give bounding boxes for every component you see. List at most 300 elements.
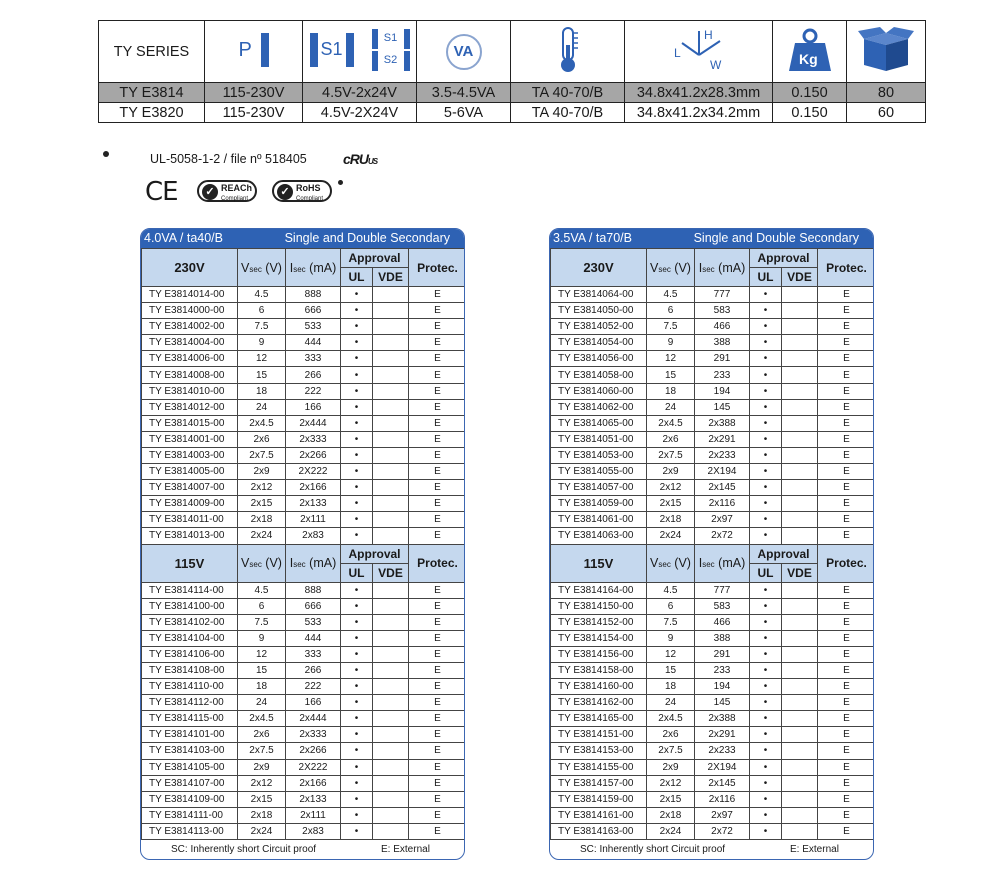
table-cell: 2x7.5 <box>238 447 286 463</box>
table-cell <box>782 614 818 630</box>
table-row <box>142 496 466 512</box>
table-cell: 2x83 <box>286 528 341 544</box>
table-cell: 2x6 <box>238 727 286 743</box>
table-cell: TY E3814003-00 <box>142 447 238 463</box>
ul-header: UL <box>750 268 782 287</box>
table-cell: 2x6 <box>647 727 695 743</box>
table-cell: • <box>341 399 373 415</box>
table-cell: • <box>750 464 782 480</box>
table-row <box>551 431 875 447</box>
table-row <box>142 383 466 399</box>
table-cell: E <box>818 759 874 775</box>
table-cell: TY E3814011-00 <box>142 512 238 528</box>
table-cell: E <box>818 614 874 630</box>
ul-header: UL <box>750 563 782 582</box>
table-cell: TY E3814056-00 <box>551 351 647 367</box>
table-cell: E <box>409 335 465 351</box>
table-cell: 2x291 <box>695 727 750 743</box>
table-row <box>551 759 875 775</box>
footer-e-note: E: External <box>381 844 430 855</box>
table-row <box>551 351 875 367</box>
table-cell: • <box>750 775 782 791</box>
table-3-5va <box>549 228 874 860</box>
table-cell: • <box>341 582 373 598</box>
table-cell: TY E3814163-00 <box>551 823 647 839</box>
table-cell: TY E3814162-00 <box>551 695 647 711</box>
table-cell: • <box>750 496 782 512</box>
table-cell: 2x18 <box>647 807 695 823</box>
vde-header: VDE <box>373 563 409 582</box>
series-cell: 80 <box>847 83 926 103</box>
series-row <box>99 83 926 103</box>
table-row <box>551 528 875 544</box>
table-cell: E <box>818 447 874 463</box>
table-cell: 2x12 <box>647 775 695 791</box>
table-cell <box>373 711 409 727</box>
table-row <box>551 480 875 496</box>
table-cell <box>373 303 409 319</box>
table-cell: 2x83 <box>286 823 341 839</box>
table-cell: 2x4.5 <box>647 415 695 431</box>
table-cell: E <box>818 711 874 727</box>
table-cell <box>373 727 409 743</box>
table-cell: TY E3814105-00 <box>142 759 238 775</box>
table-cell: 2X194 <box>695 464 750 480</box>
weight-icon <box>773 21 847 83</box>
table-cell: 2x24 <box>238 528 286 544</box>
table-row <box>142 415 466 431</box>
table-cell: 2x291 <box>695 431 750 447</box>
table-cell: 2x266 <box>286 447 341 463</box>
table-cell <box>373 743 409 759</box>
table-title-bar <box>550 229 873 248</box>
approval-header: Approval <box>750 249 818 268</box>
table-cell: 2x4.5 <box>647 711 695 727</box>
table-cell: • <box>341 351 373 367</box>
table-cell: 2x24 <box>238 823 286 839</box>
table-cell: 4.5 <box>238 287 286 303</box>
table-cell: • <box>750 646 782 662</box>
table-cell: E <box>818 415 874 431</box>
table-cell: TY E3814158-00 <box>551 662 647 678</box>
table-row <box>142 614 466 630</box>
table-cell: 222 <box>286 679 341 695</box>
table-cell: TY E3814109-00 <box>142 791 238 807</box>
table-cell: 2x15 <box>647 496 695 512</box>
table-cell: 2x333 <box>286 727 341 743</box>
table-cell: E <box>409 679 465 695</box>
table-cell: 2x4.5 <box>238 415 286 431</box>
table-cell: TY E3814111-00 <box>142 807 238 823</box>
table-row <box>142 335 466 351</box>
table-cell: • <box>750 743 782 759</box>
dim-w-label: W <box>709 57 721 72</box>
table-row <box>142 727 466 743</box>
isec-header: Isec (mA) <box>695 544 750 582</box>
table-cell: E <box>409 743 465 759</box>
series-cell: 60 <box>847 103 926 123</box>
table-row <box>551 711 875 727</box>
table-cell: • <box>341 695 373 711</box>
table-cell: • <box>341 303 373 319</box>
table-cell: 9 <box>647 335 695 351</box>
table-cell: 12 <box>238 351 286 367</box>
table-cell <box>782 646 818 662</box>
table-cell: • <box>750 480 782 496</box>
series-cell: 0.150 <box>773 83 847 103</box>
table-cell <box>373 614 409 630</box>
secondary-output-icon <box>303 21 417 83</box>
approval-header: Approval <box>341 249 409 268</box>
table-cell: 6 <box>238 303 286 319</box>
table-cell: TY E3814006-00 <box>142 351 238 367</box>
table-cell: 7.5 <box>238 614 286 630</box>
table-cell: TY E3814155-00 <box>551 759 647 775</box>
protec-header: Protec. <box>818 544 874 582</box>
dim-h-label: H <box>703 27 713 42</box>
series-cell: TY E3814 <box>99 83 205 103</box>
table-cell: E <box>818 496 874 512</box>
rohs-badge <box>272 180 332 202</box>
table-cell: TY E3814059-00 <box>551 496 647 512</box>
ce-mark-logo: CE <box>145 177 178 207</box>
table-row <box>551 335 875 351</box>
table-cell: E <box>409 351 465 367</box>
table-cell: TY E3814114-00 <box>142 582 238 598</box>
table-cell: • <box>341 662 373 678</box>
table-cell: 2x116 <box>695 791 750 807</box>
table-cell: TY E3814000-00 <box>142 303 238 319</box>
table-cell: 444 <box>286 335 341 351</box>
table-cell: TY E3814161-00 <box>551 807 647 823</box>
table-row <box>551 287 875 303</box>
table-cell: E <box>409 431 465 447</box>
series-cell: 5-6VA <box>417 103 511 123</box>
table-cell <box>373 679 409 695</box>
table-cell: 4.5 <box>647 287 695 303</box>
table-cell: E <box>409 646 465 662</box>
table-cell: TY E3814010-00 <box>142 383 238 399</box>
table-row <box>142 630 466 646</box>
table-cell: TY E3814058-00 <box>551 367 647 383</box>
table-cell: • <box>750 287 782 303</box>
table-cell <box>782 695 818 711</box>
table-cell <box>373 367 409 383</box>
section-header-row <box>142 249 466 268</box>
table-cell: 233 <box>695 367 750 383</box>
table-cell: • <box>750 614 782 630</box>
table-cell: 2x233 <box>695 447 750 463</box>
table-cell: E <box>409 383 465 399</box>
table-cell <box>782 447 818 463</box>
table-cell: E <box>409 662 465 678</box>
table-row <box>142 823 466 839</box>
table-cell: E <box>818 662 874 678</box>
table-cell: E <box>409 823 465 839</box>
table-cell: 233 <box>695 662 750 678</box>
vsec-header: Vsec (V) <box>238 249 286 287</box>
table-cell <box>373 823 409 839</box>
table-cell: 24 <box>238 399 286 415</box>
table-cell <box>373 351 409 367</box>
table-cell: • <box>341 614 373 630</box>
table-cell: • <box>750 303 782 319</box>
table-cell: • <box>341 646 373 662</box>
table-cell: • <box>341 496 373 512</box>
table-cell <box>782 287 818 303</box>
table-cell: E <box>409 775 465 791</box>
table-cell: 2x333 <box>286 431 341 447</box>
vde-header: VDE <box>373 268 409 287</box>
table-cell: • <box>341 415 373 431</box>
table-cell: E <box>818 287 874 303</box>
secondary-a-label: S1 <box>372 29 410 49</box>
table-row <box>142 598 466 614</box>
isec-header: Isec (mA) <box>695 249 750 287</box>
table-cell: 2x15 <box>647 791 695 807</box>
table-row <box>551 319 875 335</box>
table-cell <box>782 464 818 480</box>
table-cell: TY E3814015-00 <box>142 415 238 431</box>
table-cell: 333 <box>286 646 341 662</box>
table-cell: 2x9 <box>647 759 695 775</box>
series-cell: 34.8x41.2x28.3mm <box>625 83 773 103</box>
table-cell: 4.5 <box>647 582 695 598</box>
table-cell: • <box>341 823 373 839</box>
series-header-label: TY SERIES <box>99 21 205 83</box>
table-row <box>142 582 466 598</box>
table-cell: TY E3814115-00 <box>142 711 238 727</box>
table-cell <box>373 431 409 447</box>
table-cell: TY E3814013-00 <box>142 528 238 544</box>
table-cell: • <box>341 630 373 646</box>
voltage-section-label: 230V <box>551 249 647 287</box>
table-cell: E <box>818 367 874 383</box>
table-cell: • <box>341 464 373 480</box>
table-cell <box>373 528 409 544</box>
table-cell <box>782 759 818 775</box>
table-row <box>142 367 466 383</box>
table-cell: • <box>341 319 373 335</box>
table-row <box>142 759 466 775</box>
table-row <box>551 582 875 598</box>
table-cell: E <box>409 480 465 496</box>
table-cell: TY E3814002-00 <box>142 319 238 335</box>
table-cell: 18 <box>238 383 286 399</box>
product-table <box>141 248 465 840</box>
table-cell: TY E3814164-00 <box>551 582 647 598</box>
table-cell <box>373 480 409 496</box>
table-cell <box>373 399 409 415</box>
table-cell: 145 <box>695 399 750 415</box>
table-cell: 24 <box>238 695 286 711</box>
table-cell: E <box>818 431 874 447</box>
table-cell: E <box>409 319 465 335</box>
table-cell: 18 <box>647 383 695 399</box>
table-cell: TY E3814060-00 <box>551 383 647 399</box>
table-cell: 2x24 <box>647 823 695 839</box>
table-cell: TY E3814064-00 <box>551 287 647 303</box>
series-cell: 115-230V <box>205 103 303 123</box>
table-cell <box>782 319 818 335</box>
table-row <box>142 791 466 807</box>
table-cell: 15 <box>238 662 286 678</box>
table-cell: 583 <box>695 303 750 319</box>
table-cell: E <box>409 598 465 614</box>
table-cell: 444 <box>286 630 341 646</box>
table-cell: • <box>341 431 373 447</box>
footer-sc-note: SC: Inherently short Circuit proof <box>580 844 726 855</box>
vsec-header: Vsec (V) <box>238 544 286 582</box>
table-cell <box>782 727 818 743</box>
table-cell: • <box>750 399 782 415</box>
box-icon <box>847 21 926 83</box>
cru-logo-text: cRU <box>343 151 369 167</box>
table-row <box>142 287 466 303</box>
table-cell: TY E3814153-00 <box>551 743 647 759</box>
table-cell: TY E3814004-00 <box>142 335 238 351</box>
table-cell: • <box>341 743 373 759</box>
table-cell: TY E3814007-00 <box>142 480 238 496</box>
table-cell: 18 <box>647 679 695 695</box>
table-cell: 2x133 <box>286 791 341 807</box>
table-row <box>142 662 466 678</box>
table-cell: 15 <box>647 662 695 678</box>
ul-header: UL <box>341 563 373 582</box>
table-title-rating: 4.0VA / ta40/B <box>144 231 223 245</box>
table-cell <box>782 528 818 544</box>
table-cell: TY E3814051-00 <box>551 431 647 447</box>
weight-icon-label: Kg <box>798 50 818 67</box>
table-cell: 18 <box>238 679 286 695</box>
table-cell: • <box>750 679 782 695</box>
table-cell: 888 <box>286 287 341 303</box>
table-cell: • <box>750 727 782 743</box>
table-cell: TY E3814104-00 <box>142 630 238 646</box>
series-cell: 0.150 <box>773 103 847 123</box>
table-cell: 2x133 <box>286 496 341 512</box>
table-cell: TY E3814065-00 <box>551 415 647 431</box>
table-title-type: Single and Double Secondary <box>284 231 450 245</box>
table-cell: 194 <box>695 679 750 695</box>
table-title-bar <box>141 229 464 248</box>
table-cell: E <box>818 791 874 807</box>
table-cell: 466 <box>695 319 750 335</box>
table-cell: 2x145 <box>695 480 750 496</box>
table-row <box>551 695 875 711</box>
table-cell <box>782 367 818 383</box>
table-row <box>142 528 466 544</box>
va-icon <box>417 21 511 83</box>
table-cell: 4.5 <box>238 582 286 598</box>
table-row <box>551 598 875 614</box>
table-cell: • <box>341 775 373 791</box>
table-cell: 333 <box>286 351 341 367</box>
table-cell: 9 <box>238 335 286 351</box>
table-cell: E <box>409 399 465 415</box>
protec-header: Protec. <box>409 544 465 582</box>
table-cell: 2x9 <box>238 759 286 775</box>
table-cell: • <box>750 807 782 823</box>
table-title-type: Single and Double Secondary <box>693 231 859 245</box>
table-cell: 2x12 <box>238 775 286 791</box>
table-cell: 2X222 <box>286 464 341 480</box>
reach-sub: Compliant <box>221 196 249 202</box>
table-cell: E <box>818 528 874 544</box>
table-cell: 2x18 <box>238 807 286 823</box>
table-cell: TY E3814165-00 <box>551 711 647 727</box>
table-cell: • <box>341 727 373 743</box>
table-row <box>551 679 875 695</box>
ul-file-text: UL-5058-1-2 / file nº 518405 <box>150 152 307 166</box>
table-cell: • <box>750 319 782 335</box>
table-cell: TY E3814157-00 <box>551 775 647 791</box>
table-row <box>142 512 466 528</box>
ul-header: UL <box>341 268 373 287</box>
isec-header: Isec (mA) <box>286 249 341 287</box>
table-cell: 888 <box>286 582 341 598</box>
table-cell: 2x444 <box>286 415 341 431</box>
voltage-section-label: 115V <box>142 544 238 582</box>
table-cell: TY E3814156-00 <box>551 646 647 662</box>
table-cell: • <box>341 383 373 399</box>
table-cell <box>373 383 409 399</box>
table-cell: 533 <box>286 614 341 630</box>
table-cell: E <box>818 598 874 614</box>
table-cell: 194 <box>695 383 750 399</box>
table-cell: E <box>818 335 874 351</box>
table-cell <box>782 711 818 727</box>
reach-label: REACh <box>221 183 252 193</box>
table-cell: E <box>818 303 874 319</box>
table-cell: TY E3814151-00 <box>551 727 647 743</box>
table-cell <box>373 807 409 823</box>
table-cell: E <box>409 303 465 319</box>
footer-sc-note: SC: Inherently short Circuit proof <box>171 844 317 855</box>
table-cell: 6 <box>238 598 286 614</box>
table-cell: TY E3814061-00 <box>551 512 647 528</box>
table-cell: • <box>341 512 373 528</box>
table-cell: • <box>341 598 373 614</box>
table-cell: 2x9 <box>238 464 286 480</box>
table-cell: 2x6 <box>238 431 286 447</box>
table-cell: 388 <box>695 335 750 351</box>
table-cell: 583 <box>695 598 750 614</box>
table-cell <box>373 512 409 528</box>
table-row <box>142 447 466 463</box>
table-cell: 166 <box>286 399 341 415</box>
table-cell: 6 <box>647 303 695 319</box>
table-row <box>142 319 466 335</box>
table-cell: • <box>750 383 782 399</box>
table-cell: 2x116 <box>695 496 750 512</box>
table-cell <box>782 791 818 807</box>
table-cell <box>782 335 818 351</box>
table-cell: 2x12 <box>238 480 286 496</box>
table-cell: E <box>409 367 465 383</box>
series-row <box>99 103 926 123</box>
table-cell <box>373 695 409 711</box>
table-row <box>551 447 875 463</box>
table-cell: TY E3814103-00 <box>142 743 238 759</box>
table-cell: 24 <box>647 399 695 415</box>
table-cell: TY E3814050-00 <box>551 303 647 319</box>
check-icon: ✓ <box>202 184 218 200</box>
series-header-row <box>99 21 926 83</box>
table-cell: TY E3814150-00 <box>551 598 647 614</box>
table-cell: E <box>818 695 874 711</box>
table-cell: TY E3814008-00 <box>142 367 238 383</box>
